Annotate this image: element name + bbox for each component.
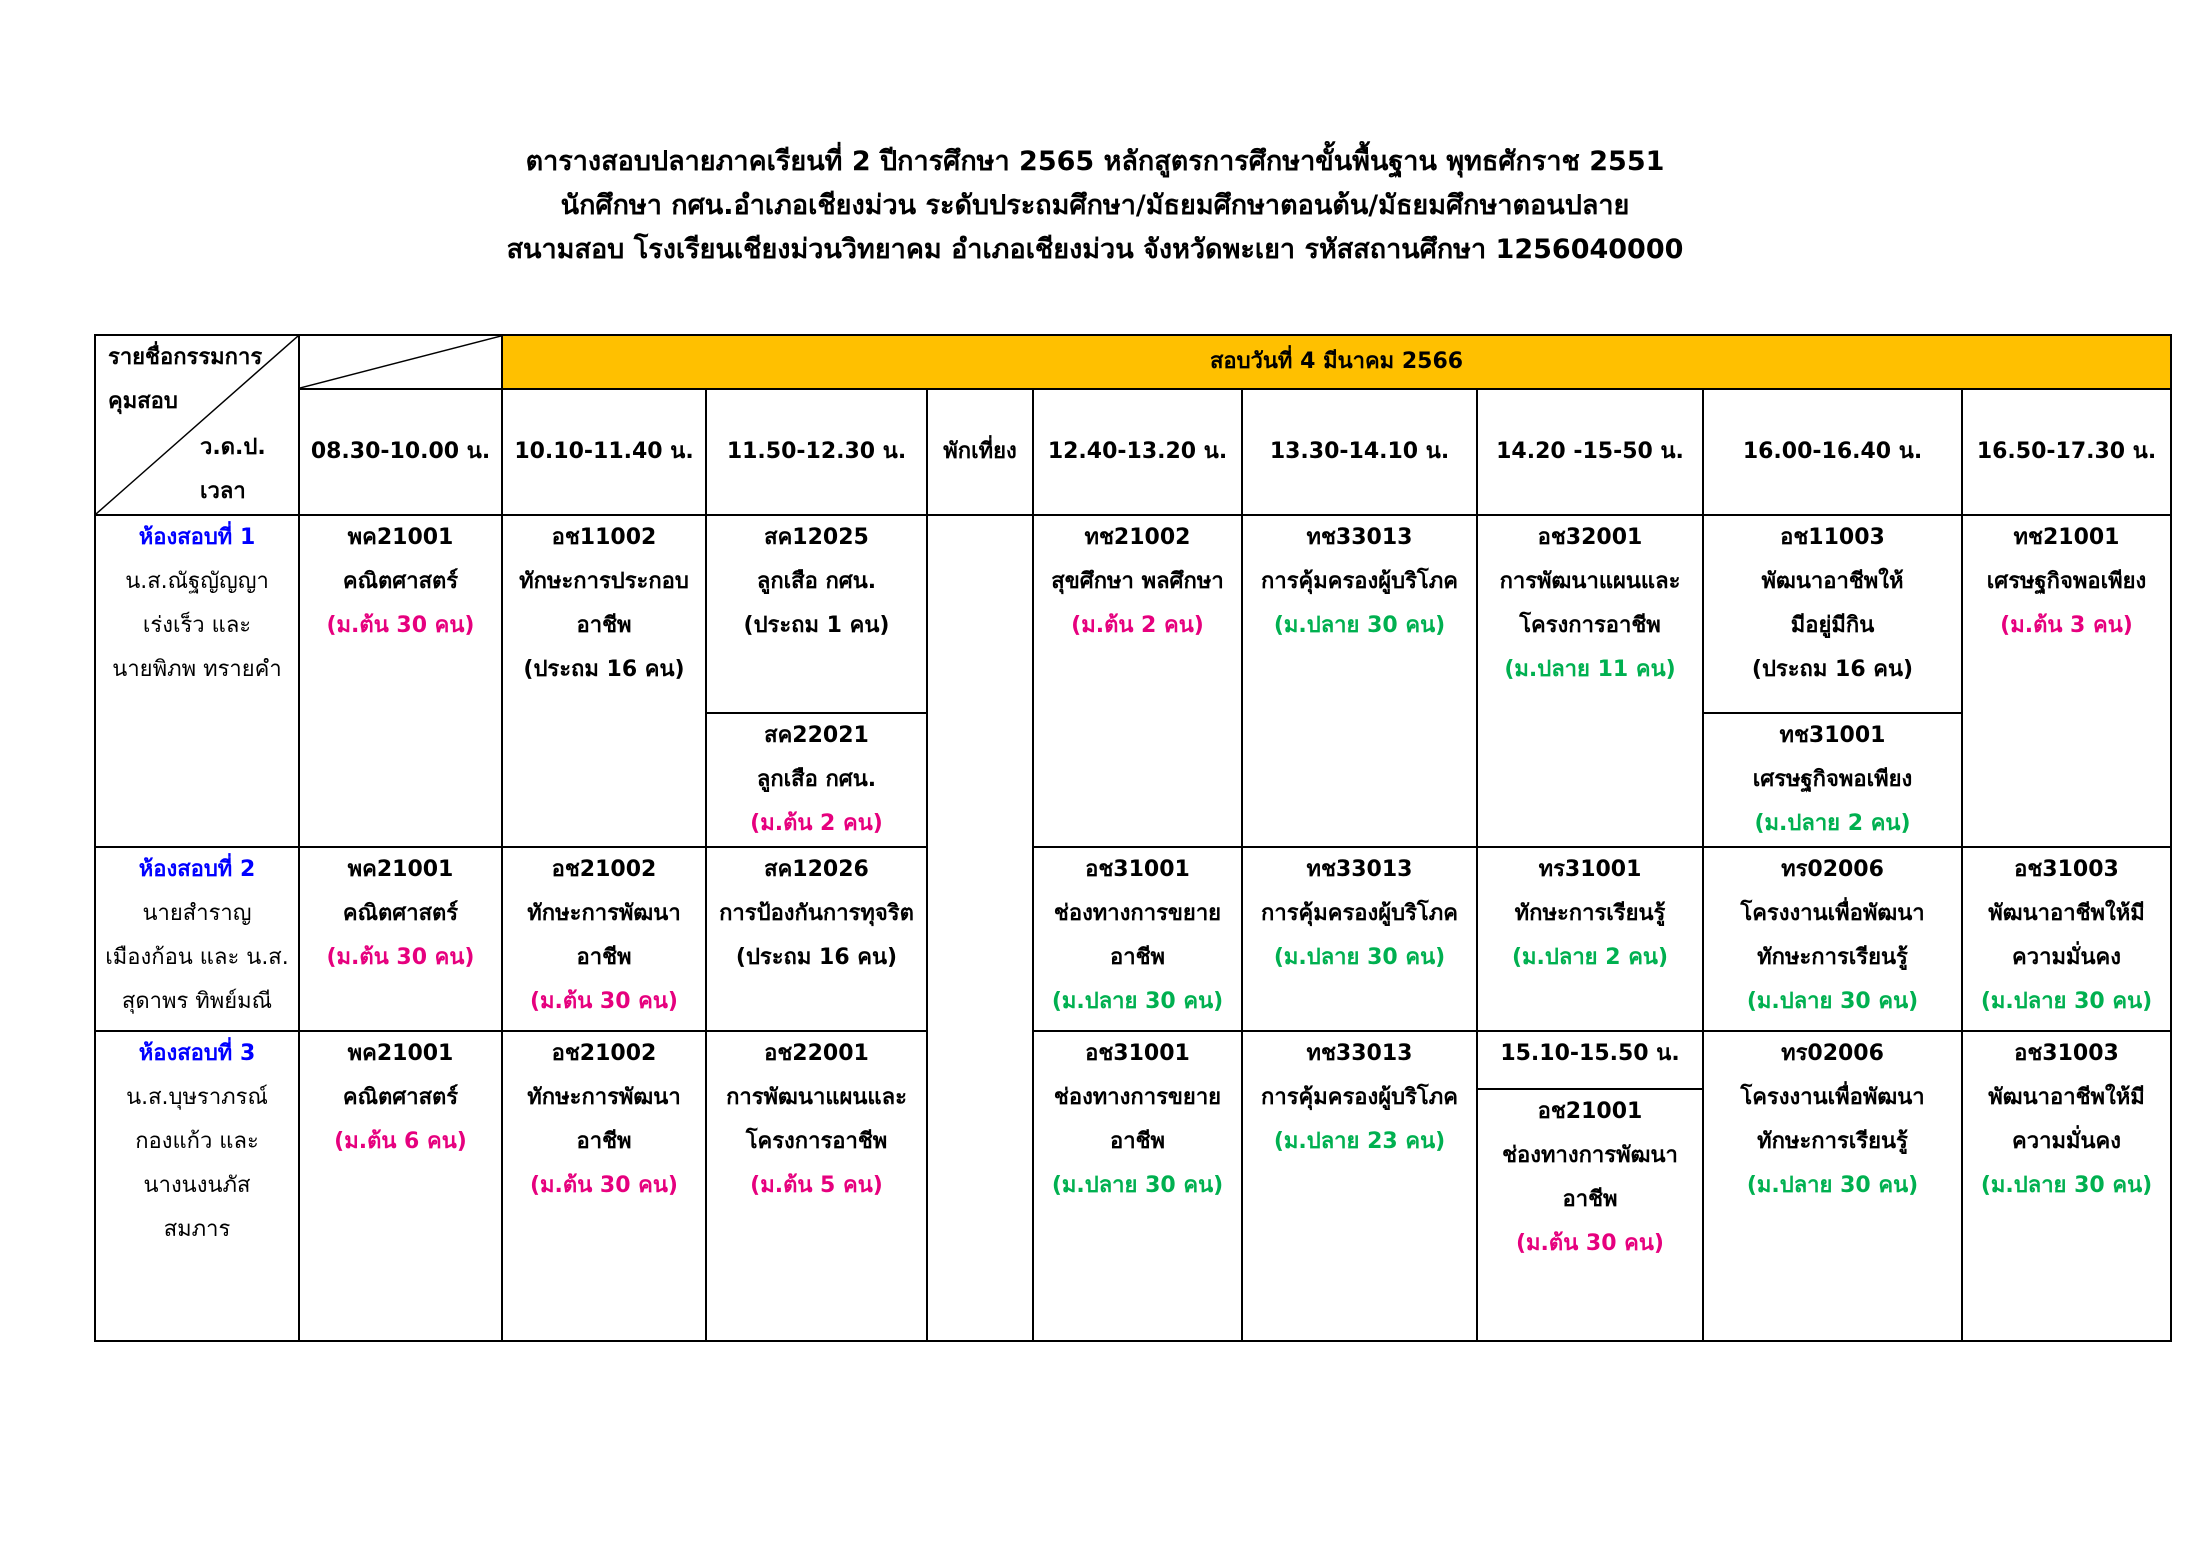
- room-2-slot-8: [1962, 847, 2171, 1031]
- student-count: (ประถม 16 คน): [735, 945, 898, 970]
- student-count: (ม.ปลาย 2 คน): [1511, 945, 1669, 970]
- proctor-line: เร่งเร็ว และ: [142, 613, 252, 638]
- time-slot-4: 12.40-13.20 น.: [1033, 389, 1242, 515]
- exam-date-banner: สอบวันที่ 4 มีนาคม 2566: [502, 335, 2171, 389]
- proctor-line: นายสำราญ: [142, 901, 252, 926]
- subject-name: ความมั่นคง: [2012, 945, 2121, 970]
- room-3-label: ห้องสอบที่ 3: [138, 1041, 256, 1066]
- room-2-slot-6: [1477, 847, 1703, 1031]
- room-1-slot-5: [1242, 515, 1477, 847]
- subject-name: ทักษะการพัฒนา: [527, 901, 681, 926]
- student-count: (ม.ปลาย 2 คน): [1754, 811, 1911, 836]
- student-count: (ม.ต้น 30 คน): [326, 613, 475, 638]
- subject-name: การคุ้มครองผู้บริโภค: [1261, 901, 1458, 926]
- subject-name: การคุ้มครองผู้บริโภค: [1261, 1085, 1458, 1110]
- subject-name: การพัฒนาแผนและ: [1499, 569, 1681, 594]
- room-1-slot-7b: [1703, 713, 1962, 847]
- subject-name: อาชีพ: [576, 1129, 632, 1154]
- student-count: (ม.ปลาย 23 คน): [1273, 1129, 1446, 1154]
- subject-name: คณิตศาสตร์: [342, 569, 459, 594]
- student-count: (ม.ปลาย 30 คน): [1746, 1173, 1919, 1198]
- subject-code: ทช33013: [1306, 857, 1413, 882]
- subject-name: อาชีพ: [1110, 945, 1165, 970]
- student-count: (ม.ต้น 30 คน): [530, 989, 678, 1014]
- student-count: (ม.ปลาย 30 คน): [1980, 1173, 2153, 1198]
- title-line-2: นักศึกษา กศน.อำเภอเชียงม่วน ระดับประถมศึกษา/มัธยมศึกษาตอนต้น/มัธยมศึกษาตอนปลาย: [560, 190, 1630, 221]
- subject-code: อช31001: [1085, 857, 1190, 882]
- student-count: (ม.ต้น 30 คน): [530, 1173, 678, 1198]
- proctor-line: นางนงนภัส: [143, 1173, 251, 1198]
- room-1-slot-4: [1033, 515, 1242, 847]
- subject-name: ช่องทางการขยาย: [1053, 901, 1222, 926]
- subject-code: อช31003: [2014, 1041, 2119, 1066]
- proctor-line: สมภาร: [163, 1217, 231, 1242]
- student-count: (ม.ปลาย 30 คน): [1746, 989, 1919, 1014]
- subject-name: โครงการอาชีพ: [1519, 613, 1661, 638]
- subject-code: ทช21002: [1084, 525, 1191, 550]
- room-2-slot-7: [1703, 847, 1962, 1031]
- corner-date-label: ว.ด.ป.: [200, 435, 266, 460]
- subject-code: อช32001: [1537, 525, 1643, 550]
- subject-name: เศรษฐกิจพอเพียง: [1986, 569, 2147, 594]
- subject-code: ทช31001: [1779, 723, 1886, 748]
- room-1-slot-3b: [706, 713, 927, 847]
- subject-code: พค21001: [347, 1041, 454, 1066]
- exam-schedule-table: [94, 334, 2172, 1342]
- subject-code: อช11002: [551, 525, 657, 550]
- student-count: (ม.ต้น 2 คน): [1071, 613, 1204, 638]
- student-count: (ม.ปลาย 30 คน): [1273, 945, 1446, 970]
- subject-name: ทักษะการประกอบ: [519, 569, 689, 594]
- corner-label-date-time: [200, 426, 266, 514]
- subject-name: ช่องทางการขยาย: [1053, 1085, 1222, 1110]
- subject-code: สค12026: [764, 857, 869, 882]
- subject-name: ทักษะการเรียนรู้: [1514, 901, 1666, 926]
- student-count: (ม.ต้น 30 คน): [1516, 1231, 1664, 1256]
- subject-name: อาชีพ: [576, 945, 632, 970]
- proctor-line: น.ส.ณัฐญัญญา: [125, 569, 269, 594]
- subject-name: เศรษฐกิจพอเพียง: [1752, 767, 1913, 792]
- time-slot-2: 10.10-11.40 น.: [502, 389, 706, 515]
- time-slot-3: 11.50-12.30 น.: [706, 389, 927, 515]
- title-line-3: สนามสอบ โรงเรียนเชียงม่วนวิทยาคม อำเภอเชียงม่วน จังหวัดพะเยา รหัสสถานศึกษา 1256040000: [506, 234, 1684, 265]
- subject-code: ทร02006: [1781, 857, 1884, 882]
- subject-code: ทช33013: [1306, 525, 1413, 550]
- subject-code: ทช33013: [1306, 1041, 1413, 1066]
- subject-code: สค22021: [764, 723, 869, 748]
- subject-code: อช22001: [764, 1041, 869, 1066]
- room-1-label: ห้องสอบที่ 1: [138, 525, 256, 550]
- subject-code: อช21002: [551, 857, 657, 882]
- subject-code: อช31001: [1085, 1041, 1190, 1066]
- room-3-cell: [95, 1031, 299, 1341]
- subject-name: ทักษะการเรียนรู้: [1757, 1129, 1908, 1154]
- subject-name: ทักษะการเรียนรู้: [1757, 945, 1908, 970]
- subject-code: อช31003: [2014, 857, 2119, 882]
- student-count: (ม.ต้น 2 คน): [750, 811, 883, 836]
- room-2-cell: [95, 847, 299, 1031]
- room-3-slot-5: [1242, 1031, 1477, 1341]
- proctor-line: นายพิภพ ทรายคำ: [112, 657, 282, 682]
- student-count: (ม.ต้น 3 คน): [2000, 613, 2133, 638]
- room-3-slot-3: [706, 1031, 927, 1341]
- subject-code: พค21001: [347, 857, 454, 882]
- subject-name: ความมั่นคง: [2012, 1129, 2121, 1154]
- subject-code: ทช21001: [2013, 525, 2120, 550]
- subject-name: การพัฒนาแผนและ: [726, 1085, 907, 1110]
- time-slot-1: 08.30-10.00 น.: [299, 389, 502, 515]
- subject-name: การป้องกันการทุจริต: [719, 901, 914, 926]
- subject-code: ทร02006: [1781, 1041, 1884, 1066]
- subject-name: พัฒนาอาชีพให้มี: [1988, 901, 2145, 926]
- lunch-break-column: [927, 515, 1033, 1341]
- corner-time-label: เวลา: [200, 479, 246, 504]
- subject-name: พัฒนาอาชีพให้มี: [1988, 1085, 2145, 1110]
- header-blank-cell: [299, 335, 502, 389]
- student-count: (ม.ปลาย 30 คน): [1051, 989, 1224, 1014]
- room-1-cell: [95, 515, 299, 847]
- diagonal-line: [300, 336, 501, 388]
- subject-code: อช21002: [551, 1041, 657, 1066]
- student-count: (ม.ปลาย 11 คน): [1504, 657, 1676, 682]
- subject-code: สค12025: [764, 525, 869, 550]
- subject-name: ลูกเสือ กศน.: [756, 767, 877, 792]
- time-slot-5: 13.30-14.10 น.: [1242, 389, 1477, 515]
- student-count: (ประถม 1 คน): [743, 613, 890, 638]
- room-1-slot-7a: [1703, 515, 1962, 713]
- alt-time-label: 15.10-15.50 น.: [1500, 1041, 1680, 1066]
- student-count: (ประถม 16 คน): [1751, 657, 1914, 682]
- room-2-slot-4: [1033, 847, 1242, 1031]
- time-slot-7: 16.00-16.40 น.: [1703, 389, 1962, 515]
- time-slot-8: 16.50-17.30 น.: [1962, 389, 2171, 515]
- subject-name: พัฒนาอาชีพให้: [1761, 569, 1904, 594]
- room-2-slot-5: [1242, 847, 1477, 1031]
- subject-name: คณิตศาสตร์: [342, 1085, 459, 1110]
- room-3-slot-6: [1477, 1089, 1703, 1341]
- room-2-slot-2: [502, 847, 706, 1031]
- student-count: (ม.ต้น 30 คน): [326, 945, 475, 970]
- title-line-1: ตารางสอบปลายภาคเรียนที่ 2 ปีการศึกษา 2565 หลักสูตรการศึกษาขั้นพื้นฐาน พุทธศักราช 2551: [525, 146, 1665, 177]
- lunch-break-header: พักเที่ยง: [927, 389, 1033, 515]
- time-slot-6: 14.20 -15-50 น.: [1477, 389, 1703, 515]
- room-3-slot-2: [502, 1031, 706, 1341]
- subject-name: โครงงานเพื่อพัฒนา: [1740, 901, 1925, 926]
- room-2-label: ห้องสอบที่ 2: [138, 857, 256, 882]
- subject-name: โครงงานเพื่อพัฒนา: [1740, 1085, 1925, 1110]
- proctor-line: กองแก้ว และ: [135, 1129, 259, 1154]
- subject-name: อาชีพ: [1562, 1187, 1618, 1212]
- student-count: (ม.ปลาย 30 คน): [1051, 1173, 1224, 1198]
- subject-name: อาชีพ: [1110, 1129, 1165, 1154]
- student-count: (ม.ต้น 6 คน): [334, 1129, 467, 1154]
- subject-code: พค21001: [347, 525, 454, 550]
- corner-label-proctors: [108, 336, 262, 424]
- room-3-slot-1: [299, 1031, 502, 1341]
- subject-code: ทร31001: [1538, 857, 1642, 882]
- subject-name: มีอยู่มีกิน: [1790, 613, 1875, 638]
- corner-proctors-line-2: คุมสอบ: [108, 389, 178, 414]
- corner-proctors-line-1: รายชื่อกรรมการ: [108, 345, 263, 370]
- student-count: (ม.ปลาย 30 คน): [1273, 613, 1446, 638]
- room-2-slot-3: [706, 847, 927, 1031]
- room-1-slot-8: [1962, 515, 2171, 847]
- subject-name: โครงการอาชีพ: [745, 1129, 888, 1154]
- student-count: (ม.ปลาย 30 คน): [1980, 989, 2153, 1014]
- subject-name: อาชีพ: [576, 613, 632, 638]
- room-1-slot-2: [502, 515, 706, 847]
- proctor-line: เมืองก้อน และ น.ส.: [105, 945, 289, 970]
- proctor-line: น.ส.บุษราภรณ์: [126, 1085, 268, 1110]
- subject-name: ทักษะการพัฒนา: [527, 1085, 681, 1110]
- subject-code: อช21001: [1537, 1099, 1643, 1124]
- room-3-slot-8: [1962, 1031, 2171, 1341]
- room-3-slot-4: [1033, 1031, 1242, 1341]
- room-2-slot-1: [299, 847, 502, 1031]
- subject-name: การคุ้มครองผู้บริโภค: [1261, 569, 1458, 594]
- subject-name: สุขศึกษา พลศึกษา: [1051, 569, 1224, 594]
- subject-name: คณิตศาสตร์: [342, 901, 459, 926]
- proctor-line: สุดาพร ทิพย์มณี: [121, 989, 273, 1014]
- subject-name: ช่องทางการพัฒนา: [1502, 1143, 1678, 1168]
- student-count: (ประถม 16 คน): [523, 657, 685, 682]
- header-corner-cell: [95, 335, 299, 515]
- room-1-slot-3a: [706, 515, 927, 713]
- subject-code: อช11003: [1780, 525, 1885, 550]
- room-1-slot-1: [299, 515, 502, 847]
- student-count: (ม.ต้น 5 คน): [750, 1173, 883, 1198]
- subject-name: ลูกเสือ กศน.: [756, 569, 877, 594]
- room-3-slot-7: [1703, 1031, 1962, 1341]
- room-1-slot-6: [1477, 515, 1703, 847]
- document-titles: [0, 140, 2190, 272]
- room-3-slot-6-time: [1477, 1031, 1703, 1089]
